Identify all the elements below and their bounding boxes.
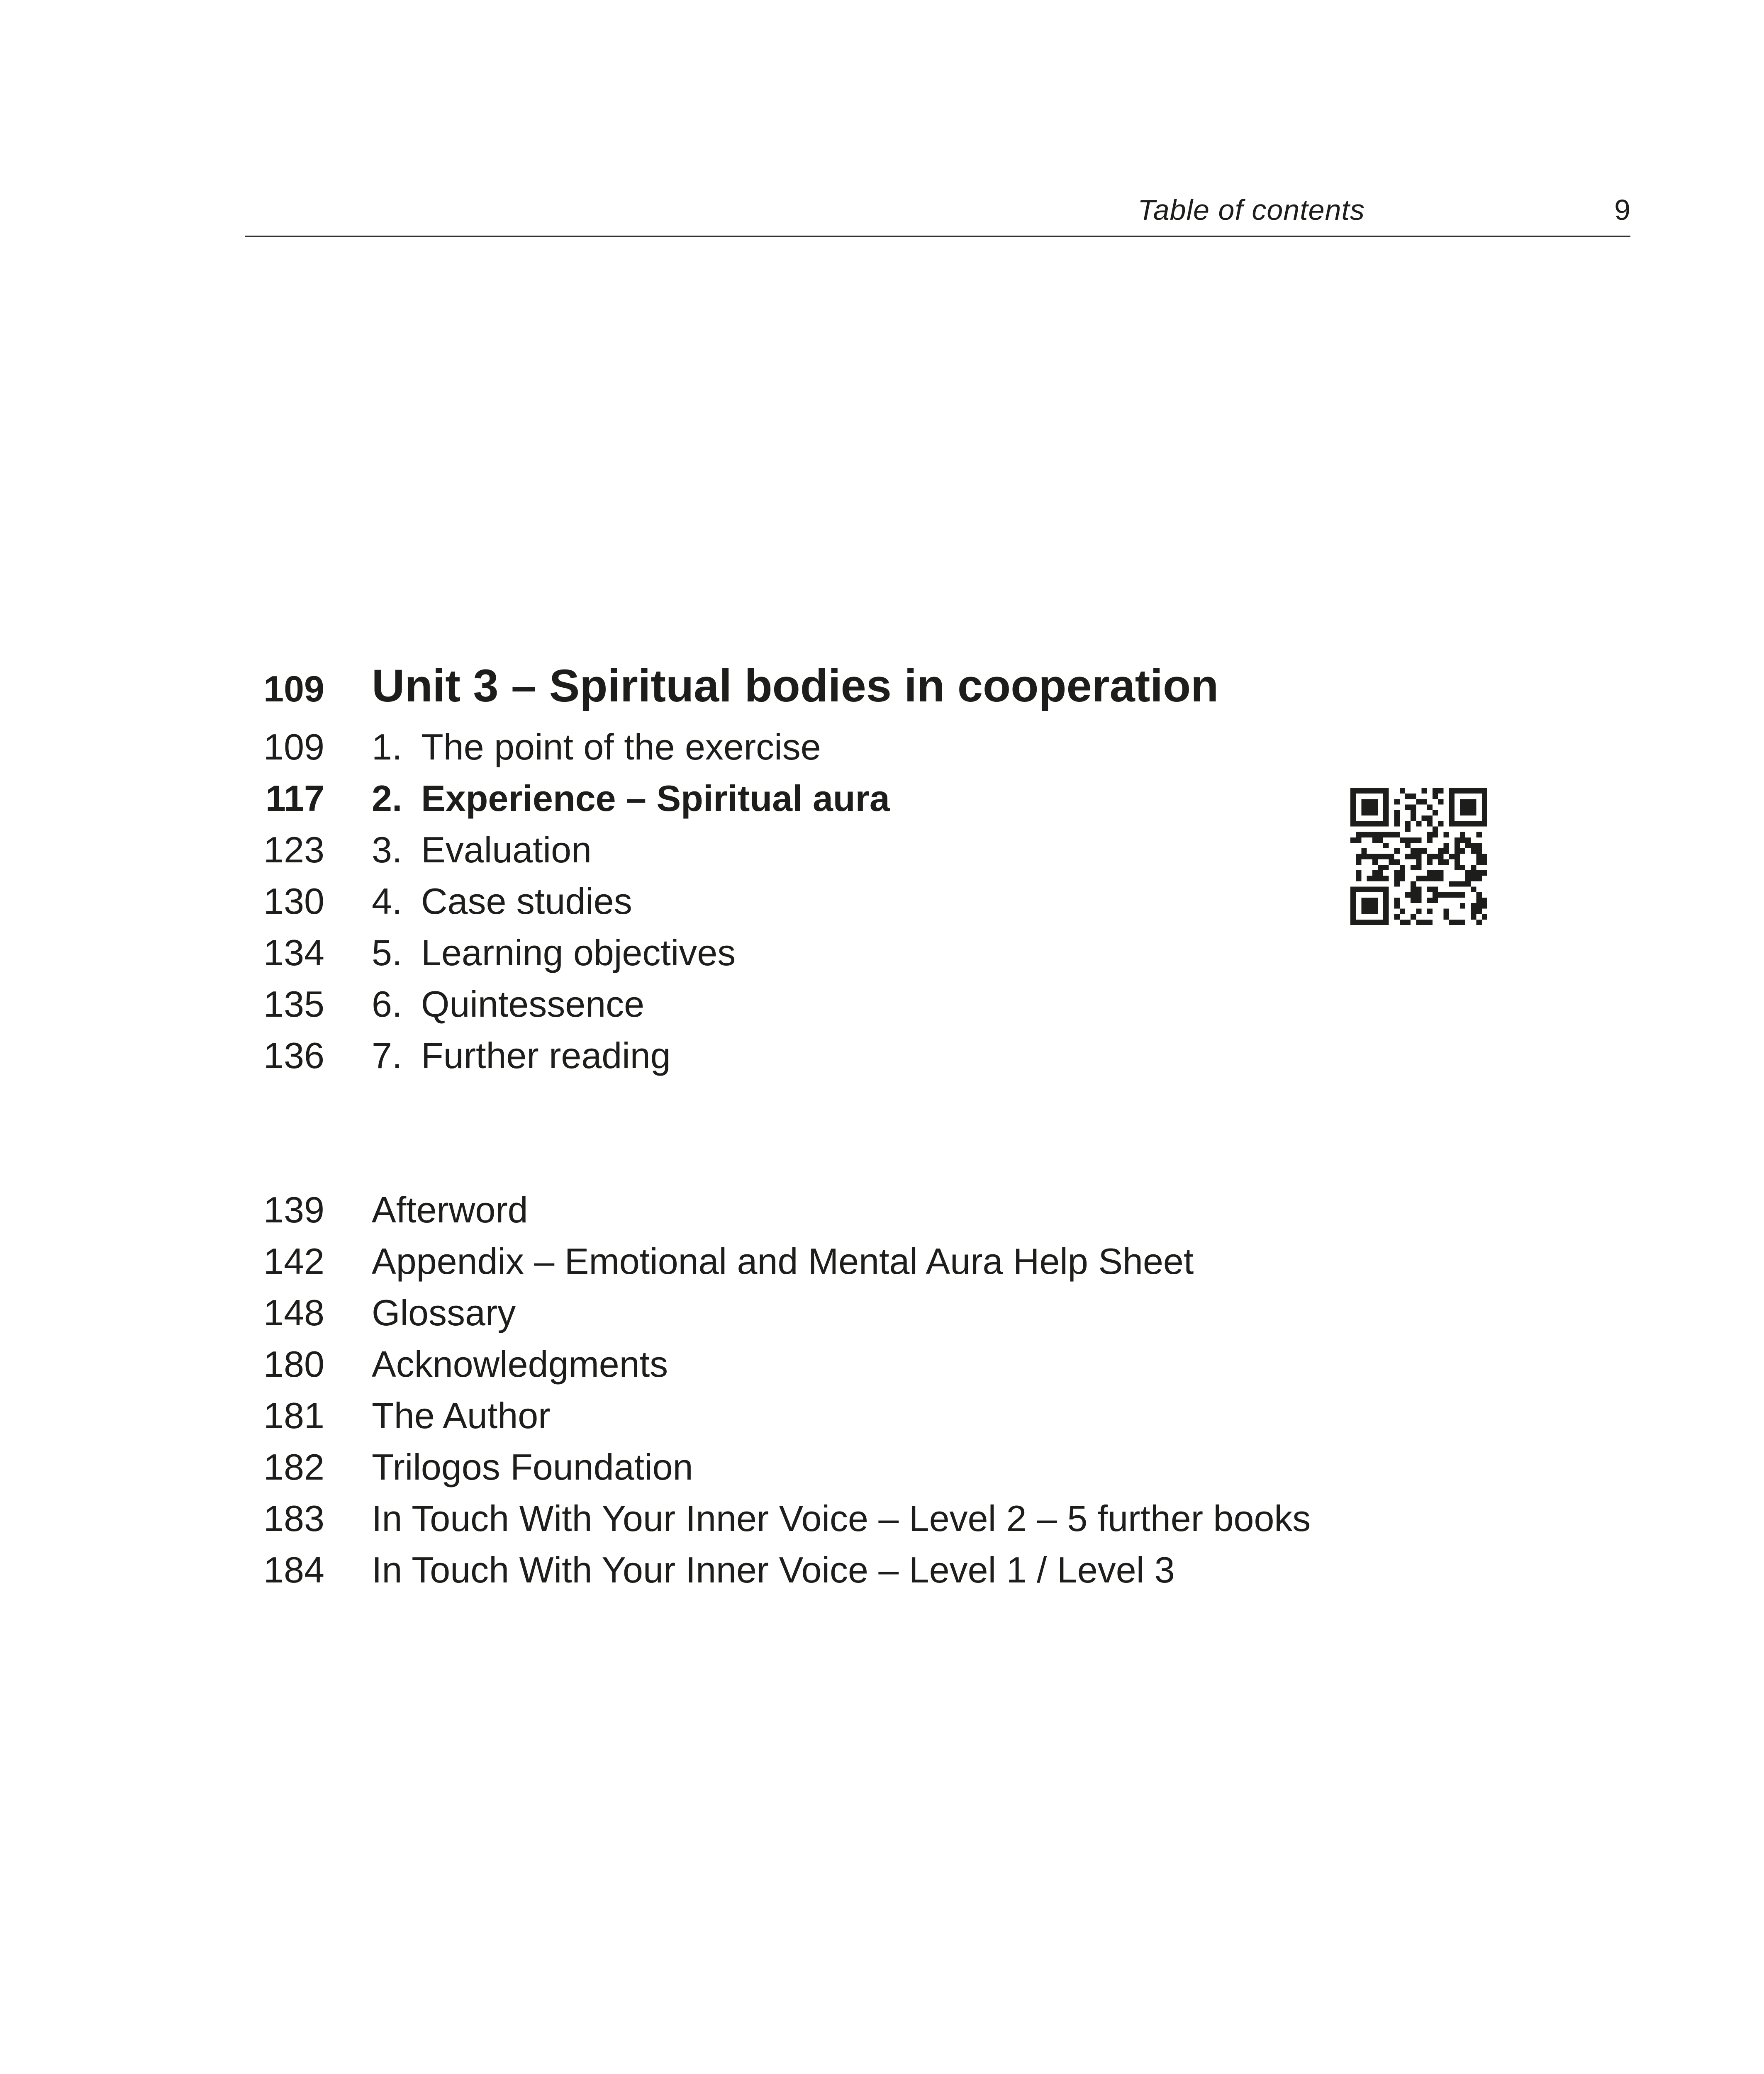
toc-unit-heading[interactable] — [0, 660, 1494, 711]
toc-page-number: 117 — [266, 778, 324, 819]
toc-entry[interactable] — [0, 1497, 1494, 1543]
toc-item[interactable] — [0, 880, 1494, 926]
toc-item-number: 5. — [372, 932, 402, 973]
toc-item-number: 1. — [372, 726, 402, 767]
toc-item-title: Experience – Spiritual aura — [421, 778, 890, 819]
toc-entry[interactable] — [0, 1446, 1494, 1492]
toc-item-number: 2. — [372, 778, 402, 819]
toc-entry-title: Trilogos Foundation — [372, 1446, 693, 1487]
toc-entry-title: In Touch With Your Inner Voice – Level 1 / Level 3 — [372, 1549, 1175, 1590]
page-number: 9 — [1614, 194, 1630, 226]
toc-page-number: 181 — [263, 1395, 324, 1436]
toc-page-number: 135 — [263, 983, 324, 1025]
toc-item-number: 4. — [372, 881, 402, 922]
toc-page-number: 136 — [263, 1035, 324, 1076]
toc-item-title: Learning objectives — [421, 932, 736, 973]
toc-entry[interactable] — [0, 1549, 1494, 1594]
toc-page-number: 183 — [263, 1498, 324, 1539]
toc-item-highlighted[interactable] — [0, 777, 1494, 823]
qr-code-icon[interactable] — [1350, 788, 1487, 925]
toc-item[interactable] — [0, 726, 1494, 772]
toc-page-number: 148 — [263, 1292, 324, 1333]
toc-entry[interactable] — [0, 1395, 1494, 1440]
toc-page-number: 180 — [263, 1344, 324, 1385]
toc-item-number: 7. — [372, 1035, 402, 1076]
toc-item-title: Further reading — [421, 1035, 671, 1076]
toc-item-number: 3. — [372, 829, 402, 870]
toc-item[interactable] — [0, 983, 1494, 1029]
unit-title: Unit 3 – Spiritual bodies in cooperation — [372, 660, 1219, 711]
toc-entry[interactable] — [0, 1343, 1494, 1389]
toc-entry-title: Glossary — [372, 1292, 516, 1333]
toc-item-title: Case studies — [421, 881, 632, 922]
toc-entry-title: Appendix – Emotional and Mental Aura Help Sheet — [372, 1241, 1194, 1282]
toc-item-title: Quintessence — [421, 983, 645, 1025]
toc-entry[interactable] — [0, 1189, 1494, 1234]
toc-item-number: 6. — [372, 983, 402, 1025]
toc-entry[interactable] — [0, 1292, 1494, 1337]
toc-item-title: Evaluation — [421, 829, 592, 870]
toc-item[interactable] — [0, 932, 1494, 977]
toc-page-number: 109 — [263, 668, 324, 709]
toc-page-number: 182 — [263, 1446, 324, 1487]
toc-entry-title: Afterword — [372, 1189, 528, 1230]
toc-item-title: The point of the exercise — [421, 726, 821, 767]
toc-page-number: 130 — [263, 881, 324, 922]
toc-entry-title: In Touch With Your Inner Voice – Level 2 – 5 further books — [372, 1498, 1311, 1539]
toc-page-number: 139 — [263, 1189, 324, 1230]
running-title: Table of contents — [1138, 194, 1365, 226]
running-head — [245, 187, 1630, 237]
toc-page-number: 142 — [263, 1241, 324, 1282]
toc-entry[interactable] — [0, 1240, 1494, 1286]
toc-page-number: 184 — [263, 1549, 324, 1590]
toc-page-number: 109 — [263, 726, 324, 767]
toc-page-number: 134 — [263, 932, 324, 973]
toc-entry-title: Acknowledgments — [372, 1344, 668, 1385]
toc-entry-title: The Author — [372, 1395, 551, 1436]
toc-item[interactable] — [0, 1035, 1494, 1080]
toc-item[interactable] — [0, 829, 1494, 874]
toc-page-number: 123 — [263, 829, 324, 870]
